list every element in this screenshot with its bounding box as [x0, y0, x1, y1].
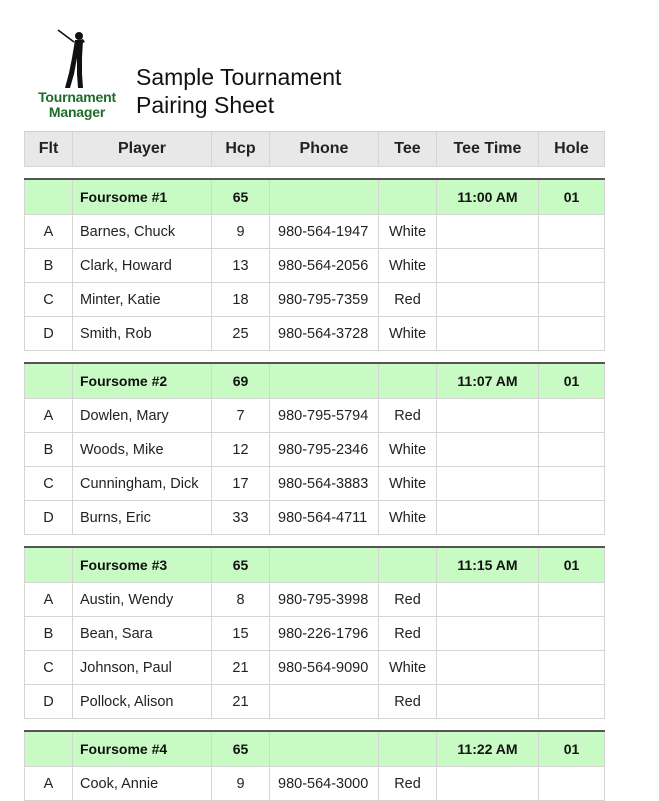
player-phone: 980-564-1947: [270, 215, 379, 248]
foursome-hcp: 65: [212, 180, 270, 214]
player-flight: D: [24, 501, 73, 534]
col-header-tee: Tee: [379, 132, 437, 166]
page-title: [136, 63, 341, 119]
player-tee: White: [379, 501, 437, 534]
pairing-table: [24, 131, 605, 801]
player-tee: Red: [379, 767, 437, 800]
player-hcp: 33: [212, 501, 270, 534]
foursome-tee-time: 11:07 AM: [437, 364, 539, 398]
player-phone: 980-564-3000: [270, 767, 379, 800]
col-header-flt: Flt: [24, 132, 73, 166]
col-header-tee-time: Tee Time: [437, 132, 539, 166]
player-flight: A: [24, 399, 73, 432]
player-name: Minter, Katie: [73, 283, 212, 316]
player-tee: White: [379, 433, 437, 466]
golfer-icon: [52, 28, 102, 90]
player-row: [24, 249, 605, 283]
player-hcp: 8: [212, 583, 270, 616]
player-name: Pollock, Alison: [73, 685, 212, 718]
player-hcp: 15: [212, 617, 270, 650]
player-tee: White: [379, 249, 437, 282]
player-tee: White: [379, 467, 437, 500]
player-name: Woods, Mike: [73, 433, 212, 466]
foursome-name: Foursome #1: [73, 180, 212, 214]
foursome-row: [24, 730, 605, 767]
logo-text-line1: Tournament: [38, 89, 116, 105]
player-hcp: 12: [212, 433, 270, 466]
player-flight: D: [24, 685, 73, 718]
player-name: Johnson, Paul: [73, 651, 212, 684]
player-tee: Red: [379, 617, 437, 650]
player-flight: C: [24, 651, 73, 684]
tournament-manager-logo: [28, 28, 126, 122]
player-row: [24, 651, 605, 685]
player-row: [24, 215, 605, 249]
player-row: [24, 399, 605, 433]
player-name: Cook, Annie: [73, 767, 212, 800]
player-flight: B: [24, 433, 73, 466]
player-hcp: 13: [212, 249, 270, 282]
title-line2: Pairing Sheet: [136, 92, 275, 118]
player-flight: C: [24, 283, 73, 316]
player-name: Cunningham, Dick: [73, 467, 212, 500]
player-row: [24, 583, 605, 617]
logo-text-line2: Manager: [48, 104, 106, 120]
player-hcp: 7: [212, 399, 270, 432]
player-phone: 980-226-1796: [270, 617, 379, 650]
player-phone: 980-564-4711: [270, 501, 379, 534]
player-name: Barnes, Chuck: [73, 215, 212, 248]
player-phone: 980-564-3728: [270, 317, 379, 350]
player-phone: [270, 685, 379, 718]
player-phone: 980-564-2056: [270, 249, 379, 282]
foursome-tee-time: 11:00 AM: [437, 180, 539, 214]
foursome-hcp: 65: [212, 548, 270, 582]
foursome-hole: 01: [539, 180, 605, 214]
player-flight: B: [24, 249, 73, 282]
player-tee: White: [379, 215, 437, 248]
table-header-row: [24, 131, 605, 167]
foursome-hole: 01: [539, 364, 605, 398]
player-phone: 980-795-5794: [270, 399, 379, 432]
player-name: Clark, Howard: [73, 249, 212, 282]
foursome-row: [24, 178, 605, 215]
player-name: Bean, Sara: [73, 617, 212, 650]
foursome-row: [24, 362, 605, 399]
col-header-hole: Hole: [539, 132, 605, 166]
foursome-name: Foursome #3: [73, 548, 212, 582]
col-header-player: Player: [73, 132, 212, 166]
foursome-tee-time: 11:22 AM: [437, 732, 539, 766]
foursome-hcp: 65: [212, 732, 270, 766]
foursome-tee-time: 11:15 AM: [437, 548, 539, 582]
player-flight: A: [24, 583, 73, 616]
player-tee: White: [379, 317, 437, 350]
player-flight: B: [24, 617, 73, 650]
player-tee: Red: [379, 283, 437, 316]
foursome-hcp: 69: [212, 364, 270, 398]
player-phone: 980-795-2346: [270, 433, 379, 466]
foursome-name: Foursome #2: [73, 364, 212, 398]
player-hcp: 9: [212, 767, 270, 800]
player-row: [24, 283, 605, 317]
foursome-hole: 01: [539, 548, 605, 582]
player-phone: 980-795-7359: [270, 283, 379, 316]
player-hcp: 21: [212, 685, 270, 718]
player-tee: White: [379, 651, 437, 684]
player-row: [24, 467, 605, 501]
player-hcp: 21: [212, 651, 270, 684]
foursome-row: [24, 546, 605, 583]
player-flight: A: [24, 767, 73, 800]
player-hcp: 25: [212, 317, 270, 350]
player-hcp: 18: [212, 283, 270, 316]
col-header-hcp: Hcp: [212, 132, 270, 166]
player-row: [24, 767, 605, 801]
player-row: [24, 501, 605, 535]
player-flight: C: [24, 467, 73, 500]
col-header-phone: Phone: [270, 132, 379, 166]
player-tee: Red: [379, 399, 437, 432]
player-row: [24, 433, 605, 467]
player-phone: 980-564-3883: [270, 467, 379, 500]
player-phone: 980-564-9090: [270, 651, 379, 684]
player-phone: 980-795-3998: [270, 583, 379, 616]
player-hcp: 9: [212, 215, 270, 248]
player-name: Austin, Wendy: [73, 583, 212, 616]
player-name: Smith, Rob: [73, 317, 212, 350]
foursome-hole: 01: [539, 732, 605, 766]
title-line1: Sample Tournament: [136, 64, 342, 90]
foursome-name: Foursome #4: [73, 732, 212, 766]
player-flight: D: [24, 317, 73, 350]
player-row: [24, 685, 605, 719]
player-row: [24, 617, 605, 651]
player-tee: Red: [379, 685, 437, 718]
player-name: Dowlen, Mary: [73, 399, 212, 432]
player-hcp: 17: [212, 467, 270, 500]
player-tee: Red: [379, 583, 437, 616]
player-row: [24, 317, 605, 351]
player-flight: A: [24, 215, 73, 248]
player-name: Burns, Eric: [73, 501, 212, 534]
